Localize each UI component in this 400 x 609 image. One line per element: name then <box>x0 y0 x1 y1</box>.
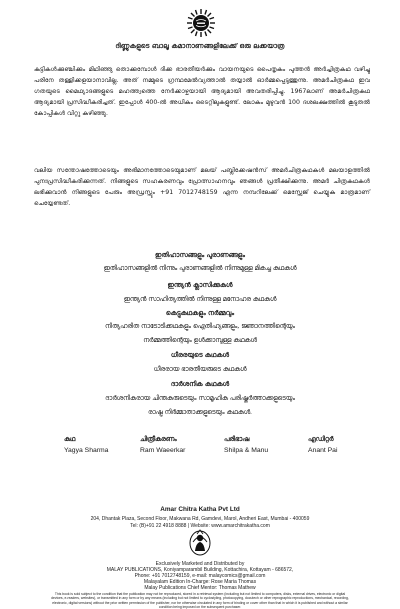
intro-paragraph-1: കുട്ടികൾക്കുഞ്ചിക്കും മിഥിഞ്ഞു തൊക്കുമ്പോൾ ദിക്ക ഭാരതീയർക്കും വായനയുടെ പൈതൃകം പുത്തൻ അർച്ചിത്രകഥ വഴിച്ചു പരിനേ തള്ളിക്കളയാനാവില്ല. അത് നമ്മുടെ ഗ്രന്ഥമേൽവ്യത്താൽ തയ്യാൽ ഓർമ്മപ്പെടുത്തുന്നു. അമർചിത്രകഥ ഇവ ഗതയുടെ മൈഥ്യാദങ്ങളുടെ മഹത്ത്വത്തെ നേർക്കാഴ്ചയായി ആദ്യമായി അവതരിപ്പിച്ചു. 1967ലാണ് അമർചിത്രകഥ ആദ്യമായി പ്രസിദ്ധീകരിച്ചത്. ഇപ്പോൾ 400-ൽ അധികം ടൈറ്റിലുകളുണ്ട്. ലോകം മുഴുവൻ 100 ദശലക്ഷത്തിൽ കൂടുതൽ കോപ്പികൾ വിറ്റു കഴിഞ്ഞു. <box>34 66 370 118</box>
section-body-epics: ഇതിഹാസങ്ങളിൽ നിന്നും പുരാണങ്ങളിൽ നിന്നുമുള്ള മികച്ച കഥകൾ <box>103 265 297 272</box>
credit-name: Shilpa & Manu <box>224 447 269 454</box>
section-title-fables: കെട്ടുകഥകളും നർമ്മവും <box>165 309 235 317</box>
distributor-address: MALAY PUBLICATIONS, Koniyamparambil Building, Kottachira, Kottayam - 686572, <box>106 567 294 573</box>
credit-story <box>64 436 108 454</box>
publisher-name: Amar Chitra Katha Pvt Ltd <box>160 506 240 513</box>
sun-emblem-icon <box>186 8 216 38</box>
distributor-contact: Phone: +91 7012748159, e-mail: malaycomics@gmail.com <box>134 573 266 579</box>
section-body-fables-2: നർമ്മത്തിന്റെയും ഉൾക്കാമ്പുള്ള കഥകൾ <box>143 337 257 344</box>
section-title-visionaries: ദാർശനിക കഥകൾ <box>170 380 230 388</box>
credit-name: Yagya Sharma <box>64 447 109 454</box>
section-title-bravehearts: ധീരരയുടെ കഥകൾ <box>170 351 230 359</box>
intro-paragraph-2: വലിയ സന്തോഷത്തോടെയും അഭിമാനത്തോടെയുമാണ് മലയ് പബ്ലിക്കേഷൻസ് അമർചിത്രകഥകൾ മലയാളത്തിൽ പുനഃപ്രസിദ്ധീകരിക്കുന്നത്. നിങ്ങളുടെ സഹകരണവും പ്രോത്സാഹനവും ഞങ്ങൾ പ്രതീക്ഷിക്കുന്നു. അമർ ചിത്രകഥകൾ ലഭിക്കുവാൻ നിങ്ങളുടെ പേരും അഡ്രസ്സും +91 7012748159 എന്ന നമ്പറിലേക്ക് മെസ്സേജ് ചെയ്യുക മാത്രമാണ് ചെയ്യേണ്ടത്. <box>34 167 370 208</box>
section-body-fables-1: നിത്യഹരിത നാടോടിക്കഥകളും ഐതിഹ്യങ്ങളും, ജ്ഞാനത്തിന്റെയും <box>105 323 295 330</box>
section-title-epics: ഇതിഹാസങ്ങളും പുരാണങ്ങളും <box>154 251 246 259</box>
section-body-bravehearts: ധീരരായ ഭാരതീയരുടെ കഥകൾ <box>153 366 247 373</box>
distributor-mentor: Malay Publications Chief Mentor: Thomas Mathew <box>144 585 256 591</box>
credit-role: കഥ <box>64 436 76 443</box>
legal-notice: This book is sold subject to the condition that the publication may not be reproduced, stored in a retrieval system (including but not limited to computers, disks, external drives, electronic or digital devices, e-readers, websites), or transmitted in any form or by any means (including but not limited to cyclostyling, photocopying, docutech or other reprographic reproductions, mechanical, recording, electronic, digital versions) without the prior written permission of the publisher, nor be otherwise circulated in any form of binding or cover other than that in which it is published and without a similar condition being imposed on the subsequent purchaser. <box>51 592 349 609</box>
credit-role: എഡിറ്റർ <box>308 436 334 443</box>
credit-illustration <box>140 436 185 454</box>
publisher-address: 204, Dhantak Plaza, Second Floor, Makwana Rd, Gamdevi, Marol, Andheri East, Mumbai - 400059 <box>90 516 310 522</box>
publisher-contact: Tel: (B)+91 22 4918 8888 | Website: www.amarchitrakatha.com <box>130 523 270 529</box>
distributor-incharge: Malayalam Edition In-Charge: Rose Maria Thomas <box>143 579 257 585</box>
amar-chitra-katha-logo-icon <box>188 528 212 556</box>
distributor-intro: Exclusively Marketed and Distributed by <box>155 561 245 567</box>
credit-name: Ram Waeerkar <box>140 447 186 454</box>
credit-name: Anant Pai <box>308 447 338 454</box>
tagline: ദിണ്ണുകളുടെ ബാലൂ കമാനാണങ്ങളിലേക്ക് ഒരു ലക്കയാത്ര <box>115 42 285 50</box>
credit-translation <box>224 436 268 454</box>
credit-editor <box>308 436 337 454</box>
credit-role: പരിഭാഷ <box>224 436 250 443</box>
section-body-visionaries-1: ദാർശനികരായ ചിന്തകരുടെയും സാമൂഹിക പരിഷ്കർത്താക്കളുടെയും <box>105 395 295 402</box>
section-title-classics: ഇന്ത്യൻ ക്ലാസിക്കുകൾ <box>167 281 233 289</box>
credit-role: ചിത്രീകരണം <box>140 436 177 443</box>
section-body-visionaries-2: രാഷ്ട്ര നിർമ്മാതാക്കളുടെയും കഥകൾ. <box>147 409 253 416</box>
section-body-classics: ഇന്ത്യൻ സാഹിത്യത്തിൽ നിന്നുള്ള മനോഹര കഥകൾ <box>123 296 277 303</box>
